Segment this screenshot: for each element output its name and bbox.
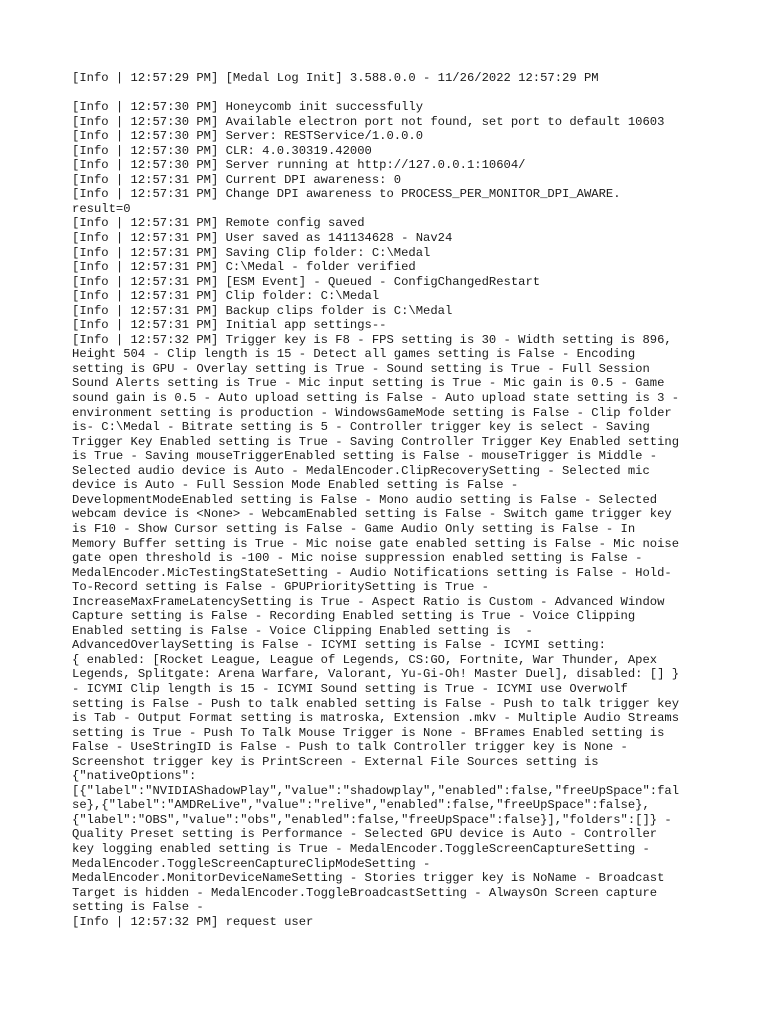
log-line: [Info | 12:57:31 PM] User saved as 141134628 - Nav24 [72,231,453,246]
log-line: [Info | 12:57:31 PM] C:\Medal - folder verified [72,260,416,275]
log-line: [Info | 12:57:31 PM] [ESM Event] - Queued - ConfigChangedRestart [72,274,541,289]
log-line: [Info | 12:57:30 PM] Honeycomb init successfully [72,100,424,115]
log-line: [Info | 12:57:31 PM] Current DPI awareness: 0 [72,172,402,187]
log-line: [Info | 12:57:32 PM] request user [72,914,314,929]
log-line: [Info | 12:57:31 PM] Saving Clip folder: C:\Medal [72,245,431,260]
log-line: [Info | 12:57:30 PM] Server running at http://127.0.0.1:10604/ [72,158,526,173]
log-line-settings-dump: [Info | 12:57:32 PM] Trigger key is F8 - FPS setting is 30 - Width setting is 896, Height 504 - Clip length is 15 - Detect all games setting is False - Encoding setting is GPU - Overlay setting is True - Sound setting is True - Full Session Sound Alerts setting is True - Mic input setting is True - Mic gain is 0.5 - Game sound gain is 0.5 - Auto upload setting is False - Auto upload state setting is 3 - environment setting is production - WindowsGameMode setting is False - Clip folder is- C:\Medal - Bitrate setting is 5 - Controller trigger key is select - Saving Trigger Key Enabled setting is True - Saving Controller Trigger Key Enabled setting is True - Saving mouseTriggerEnabled setting is False - mouseTrigger is Middle - Selected audio device is Auto - MedalEncoder.ClipRecoverySetting - Selected mic device is Auto - Full Session Mode Enabled setting is False - DevelopmentModeEnabled setting is False - Mono audio setting is False - Selected webcam device is <None> - WebcamEnabled setting is False - Switch game trigger key is F10 - Show Cursor setting is False - Game Audio Only setting is False - In Memory Buffer setting is True - Mic noise gate enabled setting is False - Mic noise gate open threshold is -100 - Mic noise suppression enabled setting is False - MedalEncoder.MicTestingStateSetting - Audio Notifications setting is False - Hold- To-Record setting is False - GPUPrioritySetting is True - IncreaseMaxFrameLatencySetting is True - Aspect Ratio is Custom - Advanced Window Capture setting is False - Recording Enabled setting is True - Voice Clipping Enabled setting is False - Voice Clipping Enabled setting is - AdvancedOverlaySetting is False - ICYMI setting is False - ICYMI setting: { enabled: [Rocket League, League of Legends, CS:GO, Fortnite, War Thunder, Apex Legends, Splitgate: Arena Warfare, Valorant, Yu-Gi-Oh! Master Duel], disabled: [] } - ICYMI Clip length is 15 - ICYMI Sound setting is True - ICYMI use Overwolf setting is False - Push to talk enabled setting is False - Push to talk trigger key is Tab - Output Format setting is matroska, Extension .mkv - Multiple Audio Streams setting is True - Push To Talk Mouse Trigger is None - BFrames Enabled setting is False - UseStringID is False - Push to talk Controller trigger key is None - Screenshot trigger key is PrintScreen - External File Sources setting is {"nativeOptions": [{"label":"NVIDIAShadowPlay","value":"shadowplay","enabled":false,"freeUpSpace":fal se},{"label":"AMDReLive","value":"relive","enabled":false,"freeUpSpace":false}, {"label":"OBS","value":"obs","enabled":false,"freeUpSpace":false}],"folders":[]} - Quality Preset setting is Performance - Selected GPU device is Auto - Controller key logging enabled setting is True - MedalEncoder.ToggleScreenCaptureSetting - MedalEncoder.ToggleScreenCaptureClipModeSetting - MedalEncoder.MonitorDeviceNameSetting - Stories trigger key is NoName - Broadcast Target is hidden - MedalEncoder.ToggleBroadcastSetting - AlwaysOn Screen capture setting is False - [72,332,680,915]
log-line: [Info | 12:57:31 PM] Remote config saved [72,216,365,231]
log-line: [Info | 12:57:31 PM] Clip folder: C:\Medal [72,289,380,304]
log-line: [Info | 12:57:30 PM] Available electron port not found, set port to default 10603 [72,114,665,129]
log-line: [Info | 12:57:30 PM] Server: RESTService/1.0.0.0 [72,129,424,144]
log-line: [Info | 12:57:31 PM] Initial app settings-- [72,318,387,333]
log-header-line: [Info | 12:57:29 PM] [Medal Log Init] 3.588.0.0 - 11/26/2022 12:57:29 PM [72,71,599,85]
log-line: [Info | 12:57:30 PM] CLR: 4.0.30319.42000 [72,143,372,158]
log-line: [Info | 12:57:31 PM] Backup clips folder is C:\Medal [72,303,453,318]
log-document [72,71,702,929]
log-line: [Info | 12:57:31 PM] Change DPI awareness to PROCESS_PER_MONITOR_DPI_AWARE. result=0 [72,187,621,216]
